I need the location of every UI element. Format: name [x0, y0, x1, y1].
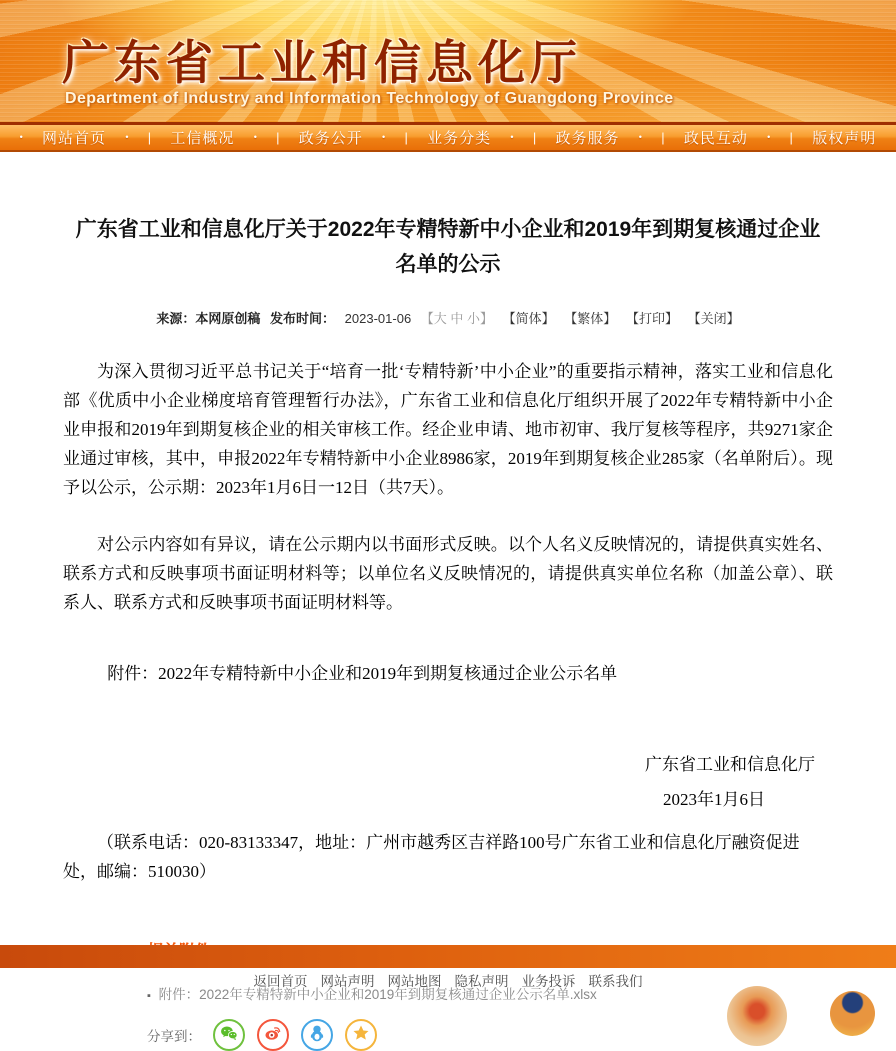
- close-button[interactable]: 【关闭】: [687, 311, 740, 326]
- attachment-download-link[interactable]: 附件：2022年专精特新中小企业和2019年到期复核通过企业公示名单.xlsx: [158, 987, 597, 1002]
- main-nav: [0, 122, 896, 152]
- nav-bullet-icon: •: [19, 132, 23, 142]
- site-banner: [0, 0, 896, 122]
- article-body: [63, 357, 833, 886]
- attachment-reference-line: 附件：2022年专精特新中小企业和2019年到期复核通过企业公示名单: [107, 664, 618, 683]
- nav-item-copyright[interactable]: 版权声明: [812, 130, 877, 147]
- traditional-chinese-button[interactable]: 【繁体】: [564, 311, 617, 326]
- site-subtitle-english: Department of Industry and Information Technology of Guangdong Province: [65, 90, 674, 107]
- wechat-icon: [219, 1023, 239, 1048]
- contact-info: （联系电话：020-83133347，地址：广州市越秀区吉祥路100号广东省工业和信息化厅融资促进处，邮编：510030）: [63, 833, 800, 881]
- floating-emblem-widget[interactable]: [830, 991, 875, 1036]
- simplified-chinese-button[interactable]: 【简体】: [502, 311, 555, 326]
- site-title: 广东省工业和信息化厅: [62, 36, 582, 89]
- nav-bullet-icon: •: [767, 132, 771, 142]
- signature-department: 广东省工业和信息化厅: [645, 755, 815, 774]
- article: [0, 212, 896, 1051]
- meta-publish-date: 2023-01-06: [344, 311, 412, 326]
- qq-icon: [307, 1023, 327, 1048]
- nav-separator: |: [276, 130, 280, 145]
- footer-link-sitemap[interactable]: 网站地图: [387, 974, 442, 989]
- floating-mascot-widget[interactable]: [727, 986, 787, 1046]
- weibo-icon: [263, 1023, 283, 1048]
- nav-bullet-icon: •: [510, 132, 514, 142]
- signature-date: 2023年1月6日: [663, 790, 765, 809]
- nav-item-services[interactable]: 政务服务: [555, 130, 620, 147]
- footer-divider-band: [0, 945, 896, 968]
- nav-separator: |: [404, 130, 408, 145]
- nav-separator: |: [147, 130, 152, 145]
- meta-publish-time-label: 发布时间：: [270, 311, 336, 326]
- nav-separator: |: [789, 130, 793, 145]
- footer-link-complaint[interactable]: 业务投诉: [521, 974, 576, 989]
- nav-item-overview[interactable]: 工信概况: [170, 130, 235, 147]
- share-qzone-button[interactable]: [345, 1019, 377, 1051]
- share-weibo-button[interactable]: [257, 1019, 289, 1051]
- nav-bullet-icon: •: [638, 132, 642, 142]
- nav-bullet-icon: •: [125, 132, 129, 142]
- article-meta: [63, 308, 833, 327]
- nav-item-home[interactable]: 网站首页: [42, 130, 107, 147]
- footer-link-privacy[interactable]: 隐私声明: [454, 974, 509, 989]
- footer-link-contact[interactable]: 联系我们: [588, 974, 643, 989]
- share-label: 分享到：: [147, 1029, 201, 1044]
- nav-separator: |: [532, 130, 537, 145]
- share-qq-button[interactable]: [301, 1019, 333, 1051]
- paragraph: 对公示内容如有异议，请在公示期内以书面形式反映。以个人名义反映情况的，请提供真实姓名、联系方式和反映事项书面证明材料等；以单位名义反映情况的，请提供真实单位名称（加盖公章）、联系人、联系方式和反映事项书面证明材料等。: [63, 535, 833, 612]
- share-wechat-button[interactable]: [213, 1019, 245, 1051]
- nav-bullet-icon: •: [253, 132, 257, 142]
- list-bullet-icon: ▪: [147, 990, 151, 1002]
- paragraph: 为深入贯彻习近平总书记关于“培育一批‘专精特新’中小企业”的重要指示精神，落实工业和信息化部《优质中小企业梯度培育管理暂行办法》，广东省工业和信息化厅组织开展了2022年专精特新中小企业申报和2019年到期复核企业的相关审核工作。经企业申请、地市初审、我厅复核等程序，共9271家企业通过审核，其中，申报2022年专精特新中小企业8986家，2019年到期复核企业285家（名单附后）。现予以公示，公示期：2023年1月6日一12日（共7天）。: [63, 362, 833, 497]
- article-title: 广东省工业和信息化厅关于2022年专精特新中小企业和2019年到期复核通过企业名单的公示: [75, 218, 821, 276]
- footer-link-site-statement[interactable]: 网站声明: [320, 974, 375, 989]
- qzone-icon: [351, 1023, 371, 1048]
- nav-separator: |: [661, 130, 665, 145]
- meta-source: 来源：本网原创稿: [156, 311, 261, 326]
- nav-item-gov-affairs[interactable]: 政务公开: [298, 130, 363, 147]
- nav-item-business[interactable]: 业务分类: [427, 130, 492, 147]
- font-size-control[interactable]: 【大 中 小】: [420, 311, 494, 326]
- nav-item-interaction[interactable]: 政民互动: [683, 130, 748, 147]
- print-button[interactable]: 【打印】: [625, 311, 678, 326]
- footer-link-home[interactable]: 返回首页: [253, 974, 308, 989]
- nav-bullet-icon: •: [382, 132, 386, 142]
